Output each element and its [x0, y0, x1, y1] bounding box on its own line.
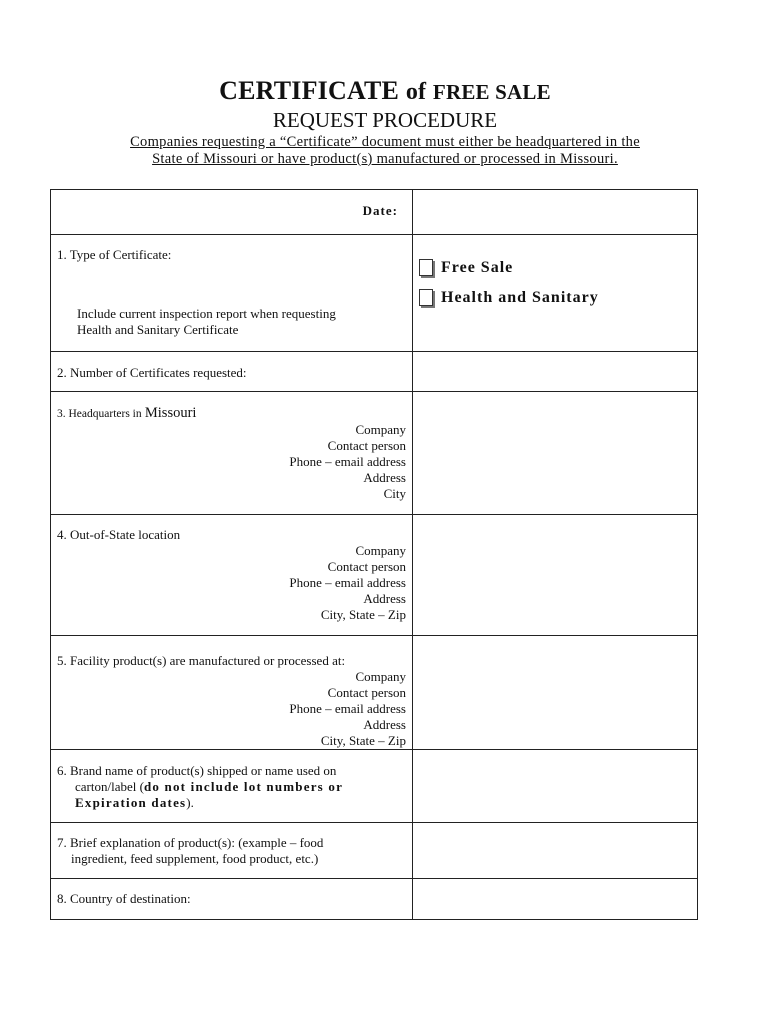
row-out-of-state [51, 515, 698, 636]
brand-name-line-2-plain: carton/label ( [75, 779, 144, 794]
date-label: Date: [362, 203, 398, 218]
oos-contact-label: Contact person [327, 559, 406, 574]
oos-address-label: Address [363, 591, 406, 606]
brand-name-line-3-bold: Expiration dates [75, 795, 187, 810]
option-free-sale[interactable] [419, 259, 697, 276]
row-headquarters [51, 392, 698, 515]
title-rest: FREE SALE [432, 80, 551, 104]
facility-input-cell[interactable] [413, 636, 698, 750]
inspection-note-line-1: Include current inspection report when requesting [77, 306, 336, 321]
country-destination-input-cell[interactable] [413, 879, 698, 920]
date-label-cell [51, 190, 413, 235]
headquarters-label [51, 405, 412, 422]
title-of: of [405, 79, 427, 105]
out-of-state-fields [51, 543, 412, 623]
brand-name-line-2 [57, 779, 406, 795]
hq-phone-email-label: Phone – email address [289, 454, 406, 469]
product-explanation-line-1: 7. Brief explanation of product(s): (example – food [57, 835, 324, 850]
facility-fields [51, 669, 412, 749]
row-certificate-type [51, 235, 698, 352]
brand-name-line-3-end: ). [186, 795, 194, 810]
headquarters-fields [51, 422, 412, 502]
headquarters-label-prefix: 3. Headquarters in [57, 408, 142, 420]
hq-company-label: Company [355, 422, 406, 437]
out-of-state-label-cell [51, 515, 413, 636]
facility-company-label: Company [355, 669, 406, 684]
brand-name-input-cell[interactable] [413, 750, 698, 823]
headquarters-input-cell[interactable] [413, 392, 698, 515]
brand-name-line-1: 6. Brand name of product(s) shipped or name used on [57, 763, 337, 778]
intro-line-2: State of Missouri or have product(s) manufactured or processed in Missouri. [152, 151, 618, 167]
product-explanation-label-cell [51, 823, 413, 879]
health-sanitary-label: Health and Sanitary [441, 288, 599, 306]
out-of-state-input-cell[interactable] [413, 515, 698, 636]
date-input-cell[interactable] [413, 190, 698, 235]
headquarters-label-cell [51, 392, 413, 515]
hq-city-label: City [383, 486, 406, 501]
product-explanation-input-cell[interactable] [413, 823, 698, 879]
certificate-type-label-cell [51, 235, 413, 352]
document-subtitle: REQUEST PROCEDURE [272, 108, 498, 132]
headquarters-label-state: Missouri [144, 405, 197, 421]
facility-contact-label: Contact person [327, 685, 406, 700]
country-destination-label: 8. Country of destination: [57, 891, 191, 906]
number-certificates-label-cell [51, 352, 413, 392]
country-destination-label-cell [51, 879, 413, 920]
hq-address-label: Address [363, 470, 406, 485]
brand-name-line-3 [57, 795, 406, 811]
health-sanitary-checkbox[interactable] [419, 289, 433, 306]
inspection-note-line-2: Health and Sanitary Certificate [77, 322, 239, 337]
intro-text [60, 134, 710, 168]
free-sale-checkbox[interactable] [419, 259, 433, 276]
hq-contact-label: Contact person [327, 438, 406, 453]
option-health-sanitary[interactable] [419, 289, 697, 306]
row-product-explanation [51, 823, 698, 879]
oos-city-state-zip-label: City, State – Zip [320, 607, 406, 622]
row-facility [51, 636, 698, 750]
certificate-type-label: 1. Type of Certificate: [57, 247, 172, 262]
inspection-note [57, 306, 406, 338]
intro-line-1: Companies requesting a “Certificate” document must either be headquartered in the [130, 134, 640, 150]
free-sale-label: Free Sale [441, 258, 514, 276]
number-certificates-input-cell[interactable] [413, 352, 698, 392]
row-brand-name [51, 750, 698, 823]
product-explanation-line-2: ingredient, feed supplement, food product, etc.) [71, 851, 319, 866]
certificate-type-options-cell [413, 235, 698, 352]
oos-company-label: Company [355, 543, 406, 558]
facility-label-cell [51, 636, 413, 750]
row-date [51, 190, 698, 235]
row-country-destination [51, 879, 698, 920]
document-title [0, 76, 770, 106]
number-certificates-label: 2. Number of Certificates requested: [57, 365, 247, 380]
row-number-of-certificates [51, 352, 698, 392]
out-of-state-label: 4. Out-of-State location [57, 527, 181, 542]
brand-name-label-cell [51, 750, 413, 823]
facility-city-state-zip-label: City, State – Zip [320, 733, 406, 748]
brand-name-line-2-bold: do not include lot numbers or [143, 779, 344, 794]
facility-address-label: Address [363, 717, 406, 732]
request-form-table [50, 189, 698, 920]
facility-label: 5. Facility product(s) are manufactured or processed at: [57, 653, 346, 668]
facility-phone-email-label: Phone – email address [289, 701, 406, 716]
oos-phone-email-label: Phone – email address [289, 575, 406, 590]
title-main: CERTIFICATE [219, 76, 400, 105]
